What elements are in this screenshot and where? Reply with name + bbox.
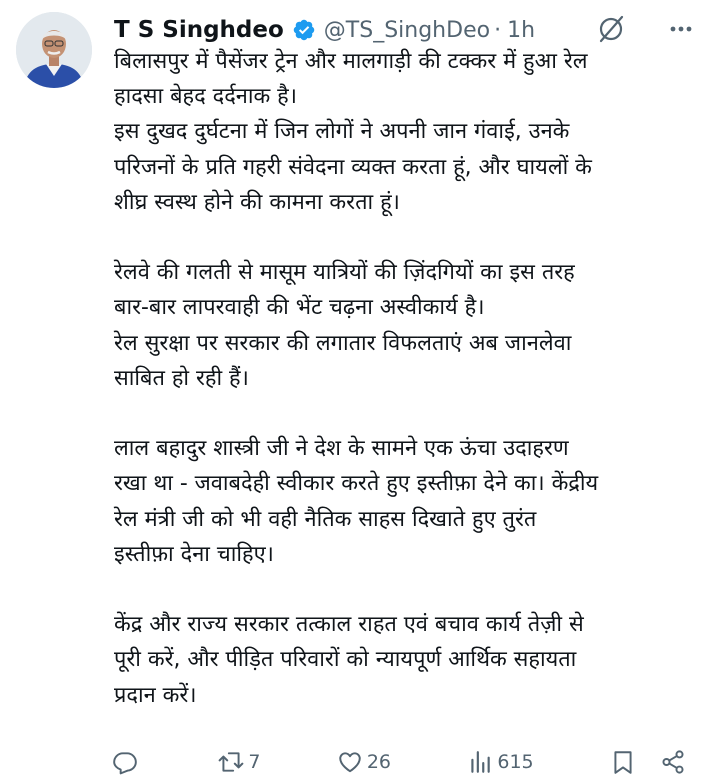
share-icon [660, 749, 686, 775]
verified-badge-icon[interactable] [292, 18, 316, 42]
tweet-line: साबित हो रही हैं। [114, 365, 249, 391]
like-button[interactable] [337, 749, 391, 775]
tweet-line: प्रदान करें। [114, 682, 197, 708]
avatar[interactable] [16, 12, 92, 88]
retweet-count: 7 [248, 751, 261, 773]
bookmark-button[interactable] [610, 749, 636, 775]
tweet-line: इस दुखद दुर्घटना में जिन लोगों ने अपनी जान गंवाई, उनके [114, 119, 570, 145]
tweet-paragraph [114, 255, 699, 396]
tweet-line: शीघ्र स्वस्थ होने की कामना करता हूं। [114, 189, 400, 215]
retweet-icon [218, 749, 244, 775]
tweet-line: बार-बार लापरवाही की भेंट चढ़ना अस्वीकार्य है। [114, 295, 485, 321]
bookmark-icon [610, 749, 636, 775]
tweet-line: रखा था - जवाबदेही स्वीकार करते हुए इस्तीफ़ा देने का। केंद्रीय [114, 471, 599, 497]
tweet-line: रेलवे की गलती से मासूम यात्रियों की ज़िंदगियों का इस तरह [114, 260, 575, 286]
tweet-line: पूरी करें, और पीड़ित परिवारों को न्यायपूर्ण आर्थिक सहायता [114, 647, 577, 673]
tweet-line: केंद्र और राज्य सरकार तत्काल राहत एवं बचाव कार्य तेज़ी से [114, 612, 584, 638]
tweet-line: रेल मंत्री जी को भी वही नैतिक साहस दिखाते हुए तुरंत [114, 506, 537, 532]
author-handle[interactable]: @TS_SinghDeo [323, 17, 491, 43]
tweet-line: परिजनों के प्रति गहरी संवेदना व्यक्त करता हूं, और घायलों के [114, 154, 592, 180]
action-bar [112, 744, 686, 780]
timestamp[interactable]: 1h [507, 17, 536, 43]
tweet-line: रेल सुरक्षा पर सरकार की लगातार विफलताएं अब जानलेवा [114, 330, 572, 356]
tweet-line: बिलासपुर में पैसेंजर ट्रेन और मालगाड़ी की टक्कर में हुआ रेल [114, 49, 588, 74]
more-icon[interactable] [666, 14, 696, 44]
tweet-paragraph [114, 431, 699, 572]
author-name[interactable]: T S Singhdeo [114, 17, 284, 43]
tweet-line: लाल बहादुर शास्त्री जी ने देश के सामने एक ऊंचा उदाहरण [114, 436, 569, 462]
secondary-actions [610, 749, 686, 775]
like-count: 26 [366, 751, 391, 773]
tweet-line: हादसा बेहद दर्दनाक है। [114, 84, 298, 110]
retweet-button[interactable] [218, 749, 260, 775]
views-count: 615 [497, 751, 534, 773]
tweet-text [114, 44, 699, 713]
views-button[interactable] [467, 749, 533, 775]
grok-icon[interactable] [596, 14, 626, 44]
share-button[interactable] [660, 749, 686, 775]
reply-icon [112, 749, 138, 775]
views-icon [467, 749, 493, 775]
separator-dot: · [494, 17, 502, 43]
tweet-line: इस्तीफ़ा देना चाहिए। [114, 541, 274, 567]
tweet-paragraph [114, 44, 699, 220]
tweet-paragraph [114, 607, 699, 713]
reply-button[interactable] [112, 749, 142, 775]
like-icon [337, 749, 363, 775]
